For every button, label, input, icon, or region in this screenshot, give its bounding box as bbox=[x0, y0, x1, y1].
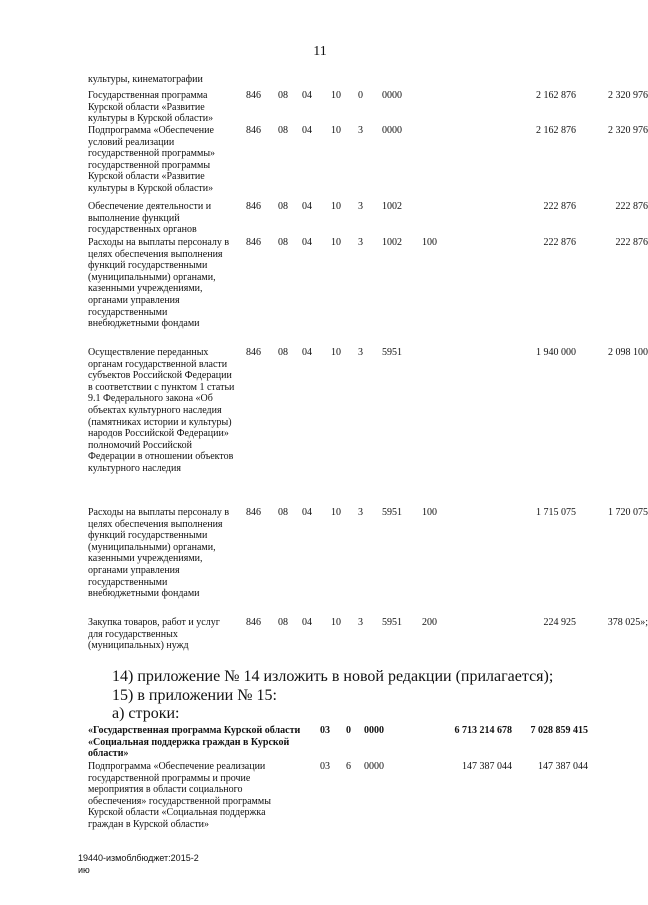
amount-2017: 222 876 bbox=[615, 201, 648, 212]
pr-code: 04 bbox=[302, 347, 312, 358]
paragraph-14: 14) приложение № 14 изложить в новой редакции (прилагается); bbox=[112, 668, 554, 685]
cs-code: 5951 bbox=[382, 617, 402, 628]
amount-2016: 147 387 044 bbox=[462, 761, 512, 772]
amount-2016: 224 925 bbox=[543, 617, 576, 628]
pr-code: 04 bbox=[302, 201, 312, 212]
amount-2017: 1 720 075 bbox=[608, 507, 648, 518]
appendix-15-table bbox=[88, 725, 588, 837]
row-description: Подпрограмма «Обеспечение условий реализации государственной программы» государственной программы Курской области «Развитие культуры в Курской области» bbox=[88, 125, 216, 194]
footer-initials: ию bbox=[78, 865, 90, 875]
pp-code: 0 bbox=[346, 725, 351, 736]
amount-2016: 1 940 000 bbox=[536, 347, 576, 358]
rz-code: 08 bbox=[278, 125, 288, 136]
ved-code: 846 bbox=[246, 507, 261, 518]
cs-code: 1002 bbox=[382, 201, 402, 212]
row-description: Расходы на выплаты персоналу в целях обеспечения выполнения функций государственными (муниципальными) органами, казенными учреждениями, органами управления государственными внебюджетными фондами bbox=[88, 237, 230, 330]
gp-code: 03 bbox=[320, 725, 330, 736]
row-description: Расходы на выплаты персоналу в целях обеспечения выполнения функций государственными (муниципальными) органами, казенными учреждениями, органами управления государственными внебюджетными фондами bbox=[88, 507, 230, 600]
cs-code: 5951 bbox=[382, 507, 402, 518]
row-description: «Государственная программа Курской области «Социальная поддержка граждан в Курской области» bbox=[88, 725, 301, 760]
row-description: Подпрограмма «Обеспечение реализации государственной программы и прочие мероприятия в области социального обеспечения» государственной программы Курской области «Социальная поддержка граждан в Курской области» bbox=[88, 761, 271, 830]
amount-2017: 2 098 100 bbox=[608, 347, 648, 358]
rz-code: 08 bbox=[278, 617, 288, 628]
pr-code: 04 bbox=[302, 507, 312, 518]
amount-2017: 7 028 859 415 bbox=[530, 725, 588, 736]
vr-code: 200 bbox=[422, 617, 437, 628]
row-description: Государственная программа Курской области «Развитие культуры в Курской области» bbox=[88, 90, 214, 125]
paragraph-15a: а) строки: bbox=[112, 705, 180, 722]
gp-code: 10 bbox=[331, 201, 341, 212]
table-row bbox=[88, 347, 648, 507]
amount-2017: 2 320 976 bbox=[608, 125, 648, 136]
amount-2016: 6 713 214 678 bbox=[454, 725, 512, 736]
pp-code: 0 bbox=[358, 90, 363, 101]
rz-code: 08 bbox=[278, 201, 288, 212]
cs-code: 0000 bbox=[364, 761, 384, 772]
amount-2016: 1 715 075 bbox=[536, 507, 576, 518]
amount-2017: 222 876 bbox=[615, 237, 648, 248]
gp-code: 10 bbox=[331, 90, 341, 101]
rz-code: 08 bbox=[278, 237, 288, 248]
cs-code: 5951 bbox=[382, 347, 402, 358]
table-row bbox=[88, 507, 648, 617]
pp-code: 3 bbox=[358, 347, 363, 358]
footer-file-id: 19440-измоблбюджет:2015-2 bbox=[78, 853, 199, 863]
gp-code: 03 bbox=[320, 761, 330, 772]
gp-code: 10 bbox=[331, 237, 341, 248]
row-description: Обеспечение деятельности и выполнение функций государственных органов bbox=[88, 201, 212, 236]
table-row bbox=[88, 617, 648, 655]
cs-code: 1002 bbox=[382, 237, 402, 248]
table-row bbox=[88, 125, 648, 201]
table-row bbox=[88, 761, 588, 837]
ved-code: 846 bbox=[246, 90, 261, 101]
rz-code: 08 bbox=[278, 507, 288, 518]
gp-code: 10 bbox=[331, 617, 341, 628]
amount-2016: 2 162 876 bbox=[536, 125, 576, 136]
pp-code: 3 bbox=[358, 617, 363, 628]
table-row bbox=[88, 725, 588, 761]
ved-code: 846 bbox=[246, 617, 261, 628]
pp-code: 3 bbox=[358, 125, 363, 136]
vr-code: 100 bbox=[422, 507, 437, 518]
ved-code: 846 bbox=[246, 125, 261, 136]
ved-code: 846 bbox=[246, 347, 261, 358]
amount-2017: 2 320 976 bbox=[608, 90, 648, 101]
table-row bbox=[88, 237, 648, 347]
pr-code: 04 bbox=[302, 237, 312, 248]
gp-code: 10 bbox=[331, 347, 341, 358]
cs-code: 0000 bbox=[382, 90, 402, 101]
amount-2016: 2 162 876 bbox=[536, 90, 576, 101]
gp-code: 10 bbox=[331, 507, 341, 518]
pp-code: 6 bbox=[346, 761, 351, 772]
paragraph-15: 15) в приложении № 15: bbox=[112, 687, 277, 704]
document-footer bbox=[78, 852, 199, 876]
vr-code: 100 bbox=[422, 237, 437, 248]
pr-code: 04 bbox=[302, 90, 312, 101]
pr-code: 04 bbox=[302, 125, 312, 136]
table-row bbox=[88, 74, 236, 90]
rz-code: 08 bbox=[278, 347, 288, 358]
pr-code: 04 bbox=[302, 617, 312, 628]
cs-code: 0000 bbox=[364, 725, 384, 736]
ved-code: 846 bbox=[246, 237, 261, 248]
gp-code: 10 bbox=[331, 125, 341, 136]
row-description: Закупка товаров, работ и услуг для государственных (муниципальных) нужд bbox=[88, 617, 220, 652]
amount-2016: 222 876 bbox=[543, 237, 576, 248]
pp-code: 3 bbox=[358, 507, 363, 518]
amount-2016: 222 876 bbox=[543, 201, 576, 212]
amount-2017: 378 025»; bbox=[607, 617, 648, 628]
pp-code: 3 bbox=[358, 201, 363, 212]
pp-code: 3 bbox=[358, 237, 363, 248]
page-number: 11 bbox=[313, 44, 327, 59]
table-row bbox=[88, 201, 648, 237]
row-description: Осуществление переданных органам государственной власти субъектов Российской Федерации в соответствии с пунктом 1 статьи 9.1 Федерального закона «Об объектах культурного наследия (памятниках истории и культуры) народов Российской Федерации» полномочий Российской Федерации в отношении объектов культурного наследия bbox=[88, 347, 235, 474]
table-row bbox=[88, 90, 648, 125]
ved-code: 846 bbox=[246, 201, 261, 212]
row-description: культуры, кинематографии bbox=[88, 74, 203, 85]
rz-code: 08 bbox=[278, 90, 288, 101]
amount-2017: 147 387 044 bbox=[538, 761, 588, 772]
cs-code: 0000 bbox=[382, 125, 402, 136]
budget-table bbox=[88, 74, 648, 655]
